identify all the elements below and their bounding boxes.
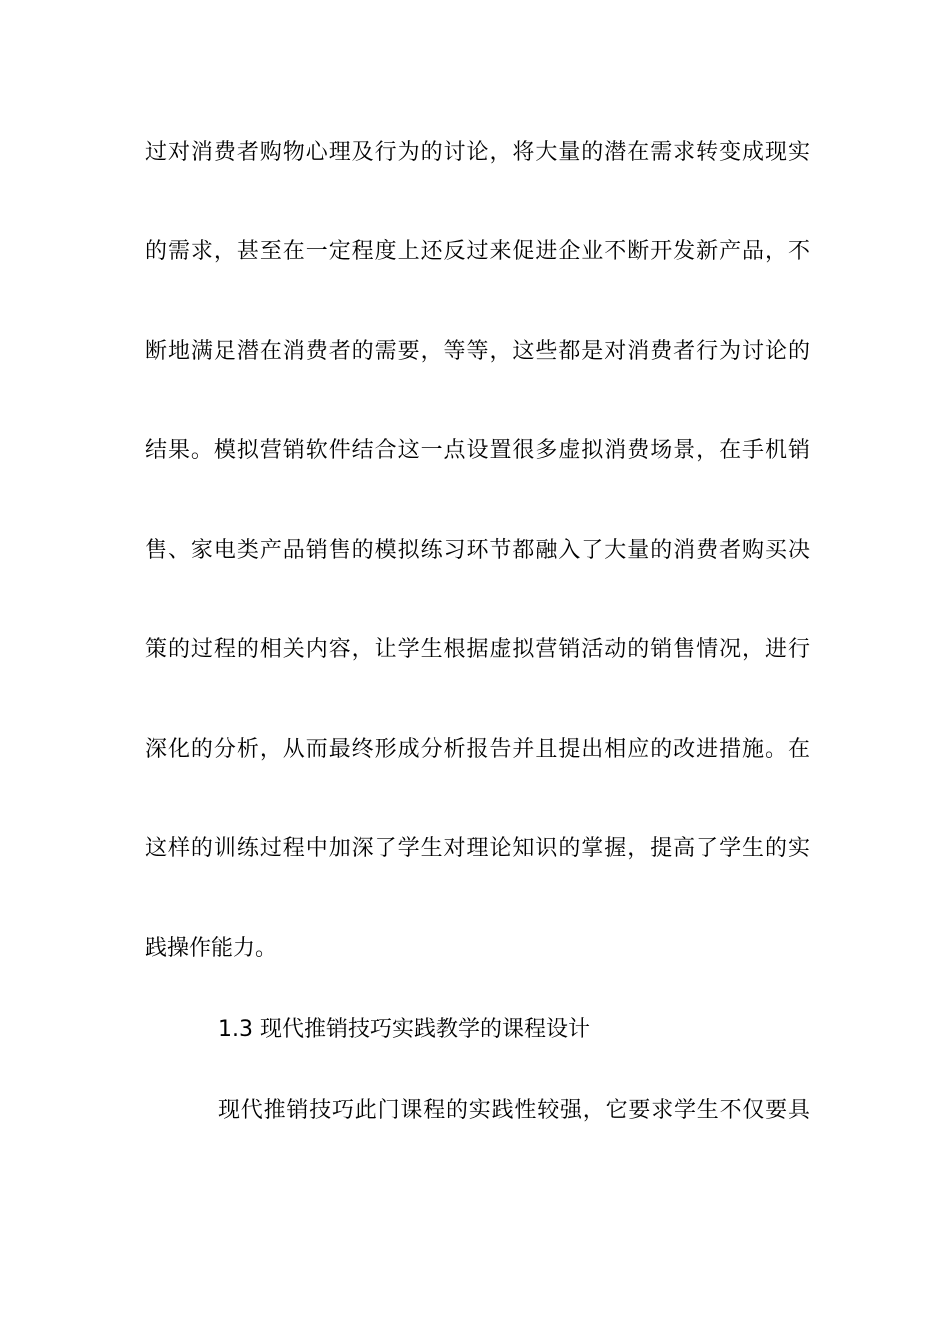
- body-text-line: 结果。模拟营销软件结合这一点设置很多虚拟消费场景，在手机销: [145, 438, 810, 463]
- body-text-line: 售、家电类产品销售的模拟练习环节都融入了大量的消费者购买决: [145, 538, 810, 563]
- body-text-line: 现代推销技巧此门课程的实践性较强，它要求学生不仅要具: [218, 1098, 810, 1123]
- section-heading: 1.3 现代推销技巧实践教学的课程设计: [218, 1017, 590, 1042]
- body-text-line: 这样的训练过程中加深了学生对理论知识的掌握，提高了学生的实: [145, 836, 810, 861]
- body-text-line: 的需求，甚至在一定程度上还反过来促进企业不断开发新产品，不: [145, 239, 810, 264]
- body-text-line: 过对消费者购物心理及行为的讨论，将大量的潜在需求转变成现实: [145, 140, 810, 165]
- body-text-line: 断地满足潜在消费者的需要，等等，这些都是对消费者行为讨论的: [145, 339, 810, 364]
- body-text-line: 践操作能力。: [145, 936, 278, 961]
- body-text-line: 深化的分析，从而最终形成分析报告并且提出相应的改进措施。在: [145, 737, 810, 762]
- body-text-line: 策的过程的相关内容，让学生根据虚拟营销活动的销售情况，进行: [145, 637, 810, 662]
